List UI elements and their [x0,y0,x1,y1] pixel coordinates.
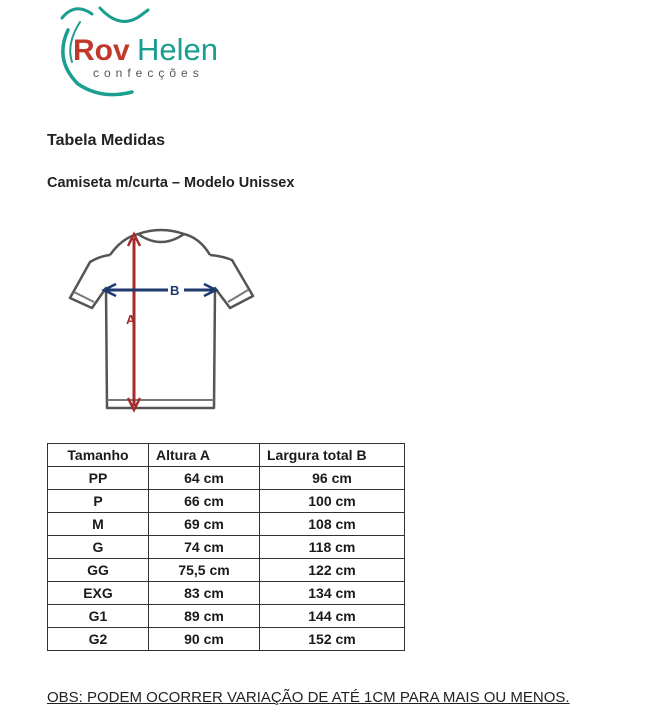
brand-logo [40,0,270,105]
cell-size: M [48,513,149,536]
label-a: A [126,312,136,327]
size-table [47,443,405,651]
table-row [48,582,405,605]
table-row [48,490,405,513]
cell-width: 134 cm [260,582,405,605]
variation-note: OBS: PODEM OCORRER VARIAÇÃO DE ATÉ 1CM PARA MAIS OU MENOS. [47,689,570,706]
logo-text-helen: Helen [137,32,218,67]
cell-size: P [48,490,149,513]
header-altura: Altura A [149,444,260,467]
cell-size: PP [48,467,149,490]
cell-height: 90 cm [149,628,260,651]
cell-height: 74 cm [149,536,260,559]
logo-tagline: confecções [93,66,204,80]
cell-height: 69 cm [149,513,260,536]
cell-width: 108 cm [260,513,405,536]
header-largura: Largura total B [260,444,405,467]
cell-width: 100 cm [260,490,405,513]
page-title: Tabela Medidas [47,132,165,149]
cell-size: G2 [48,628,149,651]
table-row [48,513,405,536]
tshirt-illustration [60,220,270,420]
cell-width: 96 cm [260,467,405,490]
cell-height: 89 cm [149,605,260,628]
cell-height: 83 cm [149,582,260,605]
logo-text-rov: Rov [73,34,130,67]
page-subtitle: Camiseta m/curta – Modelo Unissex [47,175,295,191]
cell-size: EXG [48,582,149,605]
cell-width: 152 cm [260,628,405,651]
cell-height: 75,5 cm [149,559,260,582]
table-row [48,559,405,582]
cell-width: 122 cm [260,559,405,582]
cell-height: 64 cm [149,467,260,490]
logo-graphic [40,0,270,105]
cell-size: GG [48,559,149,582]
cell-size: G [48,536,149,559]
header-tamanho: Tamanho [48,444,149,467]
table-row [48,467,405,490]
table-row [48,628,405,651]
cell-size: G1 [48,605,149,628]
tshirt-diagram [60,220,270,420]
cell-height: 66 cm [149,490,260,513]
cell-width: 118 cm [260,536,405,559]
label-b: B [170,283,180,298]
table-row [48,536,405,559]
cell-width: 144 cm [260,605,405,628]
table-row [48,605,405,628]
table-header-row [48,444,405,467]
